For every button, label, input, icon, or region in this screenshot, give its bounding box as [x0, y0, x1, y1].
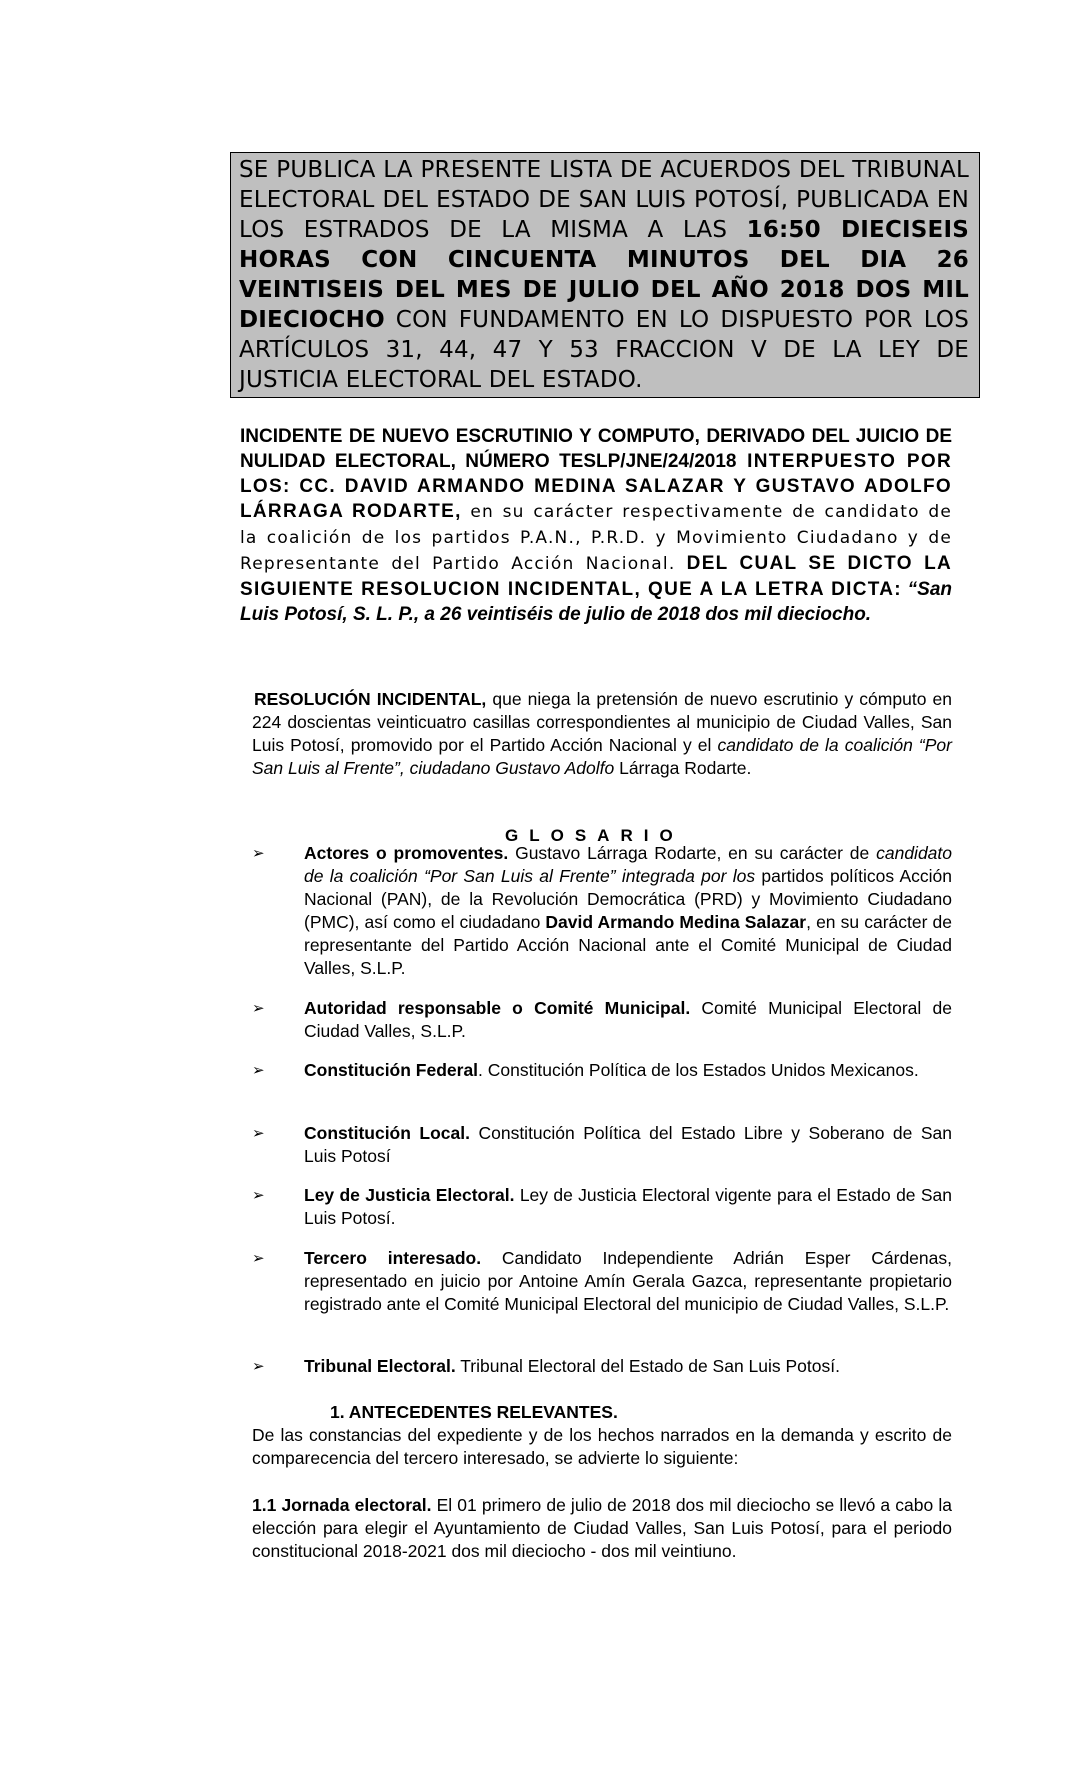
bullet-arrow-icon: ➢: [252, 1124, 265, 1142]
glossary-item-text: [304, 1247, 952, 1316]
glossary-term: Autoridad responsable o Comité Municipal.: [304, 998, 691, 1018]
glossary-definition: Constitución Política del Estado Libre y Soberano de San Luis Potosí: [304, 1123, 952, 1166]
antecedentes-intro: De las constancias del expediente y de los hechos narrados en la demanda y escrito de comparecencia del tercero interesado, se advierte lo siguiente:: [252, 1425, 952, 1468]
glossary-definition-bold: David Armando Medina Salazar: [545, 912, 807, 932]
glossary-definition-italic: candidato de la coalición “Por San Luis al Frente” integrada por los: [304, 843, 953, 886]
publication-notice-box: [230, 152, 980, 398]
bullet-arrow-icon: ➢: [252, 999, 265, 1017]
glossary-term: Constitución Federal: [304, 1060, 479, 1080]
heading-incident-title: INCIDENTE DE NUEVO ESCRUTINIO Y COMPUTO, DERIVADO DEL JUICIO DE NULIDAD ELECTORAL, NÚMERO TESLP/JNE/24/2018: [240, 426, 952, 472]
glossary-definition-end: , en su carácter de representante del Partido Acción Nacional ante el Comité Municipal de Ciudad Valles, S.L.P.: [304, 912, 952, 978]
heading-resolution-intro: DEL CUAL SE DICTO LA SIGUIENTE RESOLUCION INCIDENTAL, QUE A LA LETRA DICTA:: [240, 553, 952, 600]
resolution-label: RESOLUCIÓN INCIDENTAL,: [254, 689, 487, 709]
jornada-label: 1.1 Jornada electoral.: [252, 1495, 432, 1515]
glossary-item-text: [304, 1184, 952, 1230]
glossary-definition-cont: partidos políticos Acción Nacional (PAN), de la Revolución Democrática (PRD) y Movimiento Ciudadano (PMC), así como el ciudadano: [304, 866, 952, 932]
glossary-item-text: [304, 842, 952, 980]
glossary-term: Tribunal Electoral.: [304, 1356, 456, 1376]
notice-text-bold: 16:50 DIECISEIS HORAS CON CINCUENTA MINUTOS DEL DIA 26 VEINTISEIS DEL MES DE JULIO DEL AÑO 2018 DOS MIL DIECIOCHO: [239, 217, 969, 333]
resolution-italic: candidato de la coalición “Por San Luis al Frente”, ciudadano Gustavo Adolfo: [252, 735, 952, 778]
heading-capacity: en su carácter respectivamente de candidato de la coalición de los partidos P.A.N., P.R.D. y Movimiento Ciudadano y de Representante del Partido Acción Nacional.: [240, 502, 952, 574]
glossary-term: Ley de Justicia Electoral.: [304, 1185, 515, 1205]
heading-date-quote: “San Luis Potosí, S. L. P., a 26 veintiséis de julio de 2018 dos mil dieciocho.: [240, 579, 953, 625]
section-title-antecedentes: 1. ANTECEDENTES RELEVANTES.: [330, 1402, 618, 1422]
case-heading: [240, 424, 952, 627]
glossary-term: Actores o promoventes.: [304, 843, 509, 863]
bullet-arrow-icon: ➢: [252, 844, 265, 862]
bullet-arrow-icon: ➢: [252, 1357, 265, 1375]
glossary-definition: Gustavo Lárraga Rodarte, en su carácter de: [508, 843, 877, 863]
glossary-definition: Ley de Justicia Electoral vigente para el Estado de San Luis Potosí.: [304, 1185, 952, 1228]
heading-filed-by: INTERPUESTO POR LOS: CC. DAVID ARMANDO MEDINA SALAZAR Y GUSTAVO ADOLFO LÁRRAGA RODARTE,: [240, 451, 953, 522]
resolution-paragraph: [252, 688, 952, 780]
notice-text-part1: SE PUBLICA LA PRESENTE LISTA DE ACUERDOS DEL TRIBUNAL ELECTORAL DEL ESTADO DE SAN LUIS POTOSÍ, PUBLICADA EN LOS ESTRADOS DE LA MISMA A LAS: [239, 157, 969, 243]
glossary-item-text: [304, 997, 952, 1043]
jornada-electoral-paragraph: [252, 1494, 952, 1563]
glossary-item-text: [304, 1059, 952, 1082]
jornada-text: El 01 primero de julio de 2018 dos mil dieciocho se llevó a cabo la elección para elegir el Ayuntamiento de Ciudad Valles, San Luis Potosí, para el periodo constitucional 2018-2021 dos mil dieciocho - dos mil veintiuno.: [252, 1495, 952, 1561]
bullet-arrow-icon: ➢: [252, 1186, 265, 1204]
resolution-text-2: Lárraga Rodarte.: [614, 758, 752, 778]
glossary-term: Constitución Local.: [304, 1123, 470, 1143]
glossary-definition: Candidato Independiente Adrián Esper Cárdenas, representado en juicio por Antoine Amín Gerala Gazca, representante propietario registrado ante el Comité Municipal Electoral del municipio de Ciudad Valles, S.L.P.: [304, 1248, 952, 1314]
glossary-item-text: [304, 1355, 952, 1378]
bullet-arrow-icon: ➢: [252, 1061, 265, 1079]
glossary-item-text: [304, 1122, 952, 1168]
glosario-title: GLOSARIO: [505, 826, 684, 845]
notice-text-part2: CON FUNDAMENTO EN LO DISPUESTO POR LOS ARTÍCULOS 31, 44, 47 Y 53 FRACCION V DE LA LEY DE JUSTICIA ELECTORAL DEL ESTADO.: [239, 307, 969, 393]
glossary-definition: . Constitución Política de los Estados Unidos Mexicanos.: [478, 1060, 919, 1080]
bullet-arrow-icon: ➢: [252, 1249, 265, 1267]
glossary-definition: Comité Municipal Electoral de Ciudad Valles, S.L.P.: [304, 998, 952, 1041]
glossary-term: Tercero interesado.: [304, 1248, 482, 1268]
glossary-definition: Tribunal Electoral del Estado de San Luis Potosí.: [455, 1356, 840, 1376]
resolution-text-1: que niega la pretensión de nuevo escrutinio y cómputo en 224 doscientas veinticuatro casillas correspondientes al municipio de Ciudad Valles, San Luis Potosí, promovido por el Partido Acción Nacional y el: [252, 689, 952, 755]
